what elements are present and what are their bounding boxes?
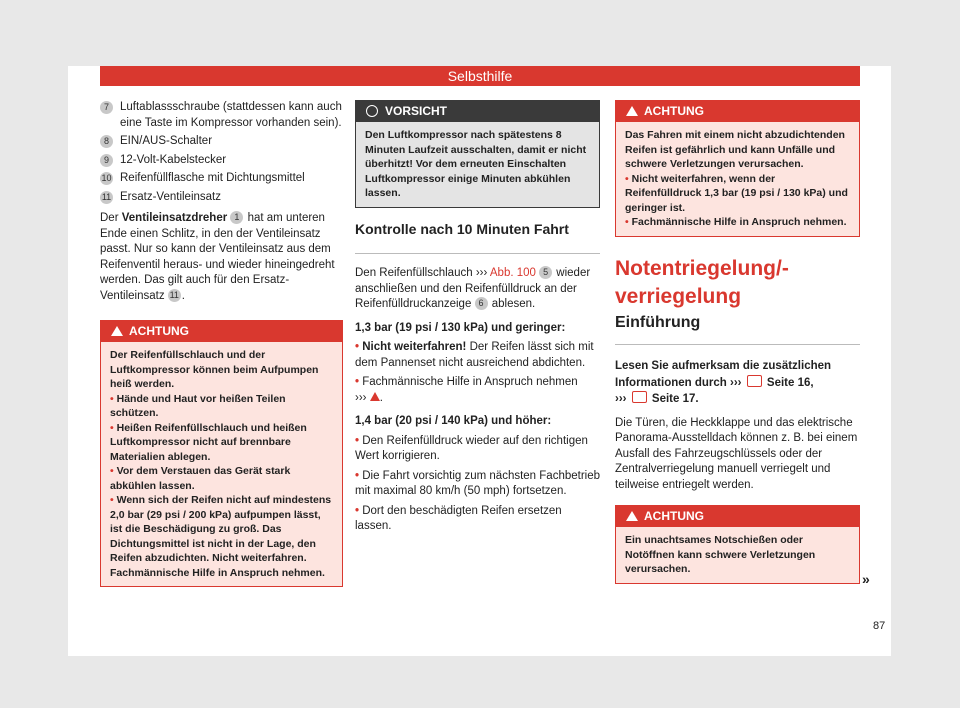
warning-box-header: ACHTUNG xyxy=(616,101,859,122)
list-item xyxy=(100,134,343,150)
bullet-item: • Dort den beschädigten Reifen ersetzen lassen. xyxy=(355,504,562,532)
warning-box-body: Das Fahren mit einem nicht abzudichtenden Reifen ist gefährlich und kann Unfälle und schwere Verletzungen verursachen. • Nicht weiterfahren, wenn der Reifenfülldruck 1,3 bar (19 psi / 130 kPa) und geringer ist. • Fachmännische Hilfe in Anspruch nehmen. xyxy=(616,122,859,236)
bullet-icon: • xyxy=(110,465,114,477)
warning-box xyxy=(615,100,860,237)
body-paragraph: Den Reifenfüllschlauch ››› Abb. 100 5 wieder anschließen und den Reifenfülldruck an der Reifenfülldruckanzeige 6 ablesen. xyxy=(355,267,591,310)
bullet-icon: • xyxy=(355,469,360,482)
warning-icon xyxy=(626,511,638,521)
bullet-item: • Fachmännische Hilfe in Anspruch nehmen ››› . xyxy=(355,376,578,404)
bullet-item: • Vor dem Verstauen das Gerät stark abkühlen lassen. xyxy=(110,465,291,492)
list-item xyxy=(100,153,343,169)
lead-paragraph: Lesen Sie aufmerksam die zusätzlichen Informationen durch ››› Seite 16, ››› Seite 17. xyxy=(615,360,832,405)
warning-box-body: Ein unachtsames Notschießen oder Notöffnen kann schwere Verletzungen verursachen. xyxy=(625,534,816,575)
warning-ref-icon[interactable] xyxy=(370,392,380,401)
warning-icon xyxy=(626,106,638,116)
bullet-icon: • xyxy=(625,216,629,228)
sub-heading: 1,3 bar (19 psi / 130 kPa) und geringer: xyxy=(355,321,566,334)
warning-box-header: ACHTUNG xyxy=(101,321,342,342)
bullet-icon: • xyxy=(355,341,360,353)
bullet-icon: • xyxy=(110,494,114,506)
continuation-mark: » xyxy=(862,571,870,587)
bullet-icon: • xyxy=(355,376,360,388)
warning-box-body: Der Reifenfüllschlauch und der Luftkompressor können beim Aufpumpen heiß werden. • Hände und Haut vor heißen Teilen schützen. • Heißen Reifenfüllschlauch und heißen Luftkompressor nicht auf brennbare Materialien ablegen. • Vor dem Verstauen das Gerät stark abkühlen lassen. • Wenn sich der Reifen nicht auf mindestens 2,0 bar (29 psi / 200 kPa) aufpumpen lässt, ist die Beschädigung zu groß. Das Dichtungsmittel ist nicht in der Lage, den Reifen abzudichten. Nicht weiterfahren. Fachmännische Hilfe in Anspruch nehmen. xyxy=(110,349,332,579)
bullet-item: • Hände und Haut vor heißen Teilen schützen. xyxy=(110,392,286,419)
chapter-title: Notentriegelung/-verriegelung xyxy=(615,256,789,308)
callout-number: 9 xyxy=(100,154,113,167)
callout-number: 6 xyxy=(475,297,488,310)
column-3 xyxy=(615,100,860,594)
caution-box-body: Den Luftkompressor nach spätestens 8 Minuten Laufzeit ausschalten, damit er nicht überhitzt! Vor dem erneuten Einschalten Luftkompressor einige Minuten abkühlen lassen. xyxy=(365,129,587,199)
body-paragraph: Die Türen, die Heckklappe und das elektrische Panorama-Ausstelldach können z. B. bei einem Ausfall des Fahrzeugschlüssels oder der Zentralverriegelung manuell verriegelt und teilweise entriegelt werden. xyxy=(615,416,858,491)
section-title: Einführung xyxy=(615,313,701,331)
callout-number: 1 xyxy=(230,211,243,224)
bullet-icon: • xyxy=(110,421,114,434)
callout-number: 8 xyxy=(100,135,113,148)
warning-box xyxy=(615,505,860,584)
list-item xyxy=(100,100,343,131)
section-header: Selbsthilfe xyxy=(100,66,860,86)
callout-number: 5 xyxy=(539,266,552,279)
bullet-item: • Nicht weiterfahren! Der Reifen lässt sich mit dem Pannenset nicht ausreichend abdichten. xyxy=(355,341,594,369)
bullet-icon: • xyxy=(355,434,360,447)
callout-number: 10 xyxy=(101,173,112,183)
caution-box xyxy=(355,100,600,208)
bullet-item: • Nicht weiterfahren, wenn der Reifenfülldruck 1,3 bar (19 psi / 130 kPa) und geringer ist. xyxy=(625,172,848,214)
page-link[interactable]: Seite 17. xyxy=(651,393,699,405)
bullet-item: • Den Reifenfülldruck wieder auf den richtigen Wert korrigieren. xyxy=(355,434,588,462)
column-2 xyxy=(355,100,600,543)
list-item-text: Ersatz-Ventileinsatz xyxy=(120,190,221,203)
warning-box-header: ACHTUNG xyxy=(616,506,859,527)
list-item-text: Luftablassschraube (stattdessen kann auch eine Taste im Kompressor vorhanden sein). xyxy=(120,101,342,129)
warning-box xyxy=(100,320,343,587)
info-icon xyxy=(366,105,378,117)
sub-heading: 1,4 bar (20 psi / 140 kPa) und höher: xyxy=(355,415,552,427)
list-item-text: Reifenfüllflasche mit Dichtungsmittel xyxy=(120,172,305,184)
bullet-icon: • xyxy=(110,392,114,405)
book-icon xyxy=(632,391,647,403)
callout-number: 11 xyxy=(169,289,179,300)
bullet-item: • Die Fahrt vorsichtig zum nächsten Fachbetrieb mit maximal 80 km/h (50 mph) fortsetzen. xyxy=(355,469,601,497)
page-number: 87 xyxy=(873,620,886,632)
page-link[interactable]: Seite 16, xyxy=(766,376,814,389)
bullet-icon: • xyxy=(355,504,360,517)
column-1 xyxy=(100,100,343,597)
figure-link[interactable]: Abb. 100 xyxy=(487,267,540,279)
book-icon xyxy=(747,375,762,387)
list-item-text: 12-Volt-Kabelstecker xyxy=(120,153,227,166)
bullet-item: • Wenn sich der Reifen nicht auf mindestens 2,0 bar (29 psi / 200 kPa) aufpumpen lässt, ist die Beschädigung zu groß. Das Dichtungsmittel ist nicht in der Lage, den Reifen abzudichten. Nicht weiterfahren. Fachmännische Hilfe in Anspruch nehmen. xyxy=(110,494,332,579)
caution-box-header: VORSICHT xyxy=(356,101,599,122)
bullet-item: • Heißen Reifenfüllschlauch und heißen Luftkompressor nicht auf brennbare Materialien ablegen. xyxy=(110,421,307,463)
warning-icon xyxy=(111,326,123,336)
list-item xyxy=(100,190,343,206)
list-item-text: EIN/AUS-Schalter xyxy=(120,135,213,147)
callout-number: 11 xyxy=(101,191,112,202)
section-heading: Kontrolle nach 10 Minuten Fahrt xyxy=(355,222,600,255)
body-paragraph: Der Ventileinsatzdreher 1 hat am unteren Ende einen Schlitz, in den der Ventileinsatz passt. Nur so kann der Ventileinsatz aus dem Reifenventil heraus- und wieder hineingedreht werden. Das gilt auch für den Ersatz-Ventileinsatz 11 . xyxy=(100,212,335,302)
list-item xyxy=(100,171,343,187)
callout-number: 7 xyxy=(100,101,113,114)
bullet-item: • Fachmännische Hilfe in Anspruch nehmen. xyxy=(625,216,847,228)
bullet-icon: • xyxy=(625,172,629,185)
chapter-heading-block xyxy=(615,255,860,346)
